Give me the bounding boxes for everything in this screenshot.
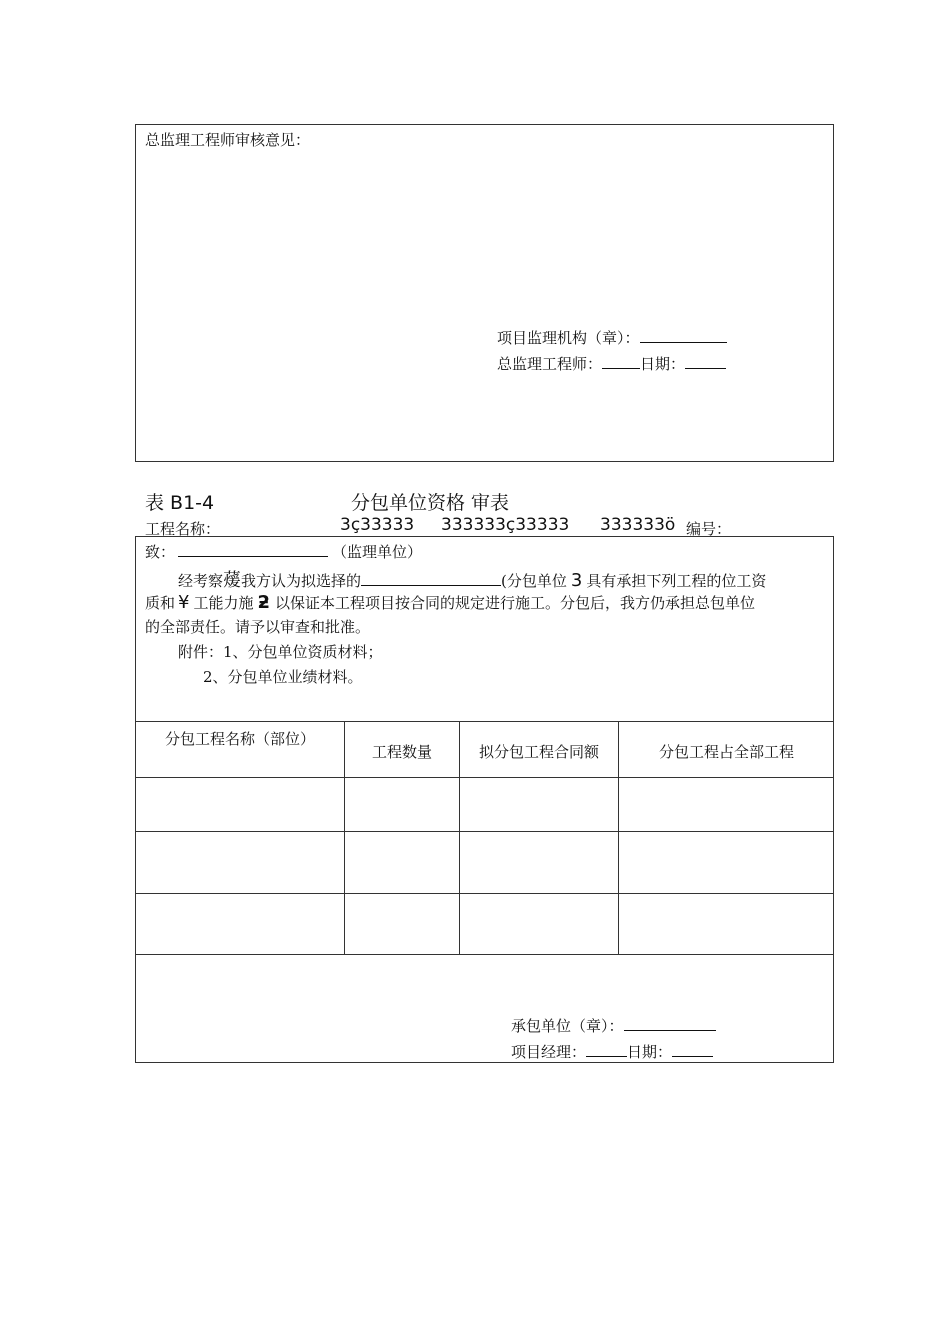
signoff-date-label: 日期： [627, 1043, 673, 1061]
table-top-border [135, 721, 834, 722]
letter-line-1 [178, 566, 766, 592]
review-date-blank[interactable] [685, 354, 726, 369]
attachment-1: 附件：1、分包单位资质材料； [178, 643, 383, 661]
project-manager-blank[interactable] [586, 1042, 627, 1057]
supervisor-unit-blank[interactable] [178, 542, 328, 557]
serial-number-label: 编号： [686, 520, 732, 538]
supervision-org-label: 项目监理机构（章）： [497, 329, 640, 347]
garbled-glyph: 3 [570, 570, 583, 591]
addressee-row [145, 541, 422, 562]
table-cell[interactable] [345, 894, 459, 954]
table-cell[interactable] [136, 778, 344, 831]
letter-text: 以保证本工程项目按合同的规定进行施工。分包后，我方仍承担总包单位 [275, 594, 756, 612]
garbled-glyph: ¥ [178, 592, 190, 613]
form-title: 分包单位资格 审表 [351, 492, 510, 514]
letter-text: 经考察 [178, 572, 224, 590]
table-cell[interactable] [619, 778, 833, 831]
table-cell[interactable] [345, 778, 459, 831]
letter-line-2 [145, 592, 755, 613]
letter-text: 具有承担下列工程的位工资 [586, 572, 767, 590]
project-name-label: 工程名称： [145, 520, 221, 538]
review-heading: 总监理工程师审核意见： [145, 131, 311, 149]
signoff-date-blank[interactable] [672, 1042, 713, 1057]
table-cell[interactable] [345, 832, 459, 893]
table-cell[interactable] [619, 894, 833, 954]
supervision-org-blank[interactable] [640, 328, 727, 343]
contractor-blank[interactable] [624, 1016, 716, 1031]
garbled-glyph: ƻ [257, 592, 271, 613]
table-bottom-border [135, 954, 834, 955]
letter-text: 我方认为拟选择的 [241, 572, 362, 590]
column-header-percentage: 分包工程占全部工程 [658, 743, 794, 761]
table-cell[interactable] [619, 832, 833, 893]
column-header-quantity: 工程数量 [371, 743, 432, 761]
column-header-contract-amount: 拟分包工程合同额 [478, 743, 599, 761]
attachment-2: 2、分包单位业绩材料。 [203, 668, 363, 686]
garbled-text-3: 333333ö [600, 515, 676, 535]
supervision-org-row [497, 327, 727, 348]
table-cell[interactable] [460, 832, 618, 893]
table-number: 表 B1-4 [145, 492, 215, 514]
table-cell[interactable] [460, 778, 618, 831]
project-manager-row [511, 1041, 713, 1062]
table-cell[interactable] [136, 832, 344, 893]
review-box [135, 124, 834, 462]
chief-engineer-row [497, 353, 726, 374]
table-cell[interactable] [460, 894, 618, 954]
letter-text: (分包单位 [501, 572, 567, 590]
review-date-label: 日期： [640, 355, 686, 373]
project-manager-label: 项目经理： [511, 1043, 587, 1061]
contractor-label: 承包单位（章）： [511, 1017, 624, 1035]
garbled-text-1: 3ç33333 [340, 515, 415, 535]
to-label: 致： [145, 543, 176, 561]
chief-engineer-blank[interactable] [602, 354, 640, 369]
subcontractor-blank[interactable] [361, 571, 501, 586]
table-cell[interactable] [136, 894, 344, 954]
letter-text: 工能力施 [193, 594, 254, 612]
column-header-subcontract-name: 分包工程名称（部位） [164, 730, 315, 748]
letter-line-3: 的全部责任。请予以审查和批准。 [145, 618, 371, 636]
letter-text: 质和 [145, 594, 176, 612]
contractor-seal-row [511, 1015, 716, 1036]
garbled-glyph: 蕿 [223, 570, 242, 591]
garbled-text-2: 333333ç33333 [441, 515, 570, 535]
to-suffix: （监理单位） [332, 543, 423, 561]
chief-engineer-label: 总监理工程师： [497, 355, 603, 373]
